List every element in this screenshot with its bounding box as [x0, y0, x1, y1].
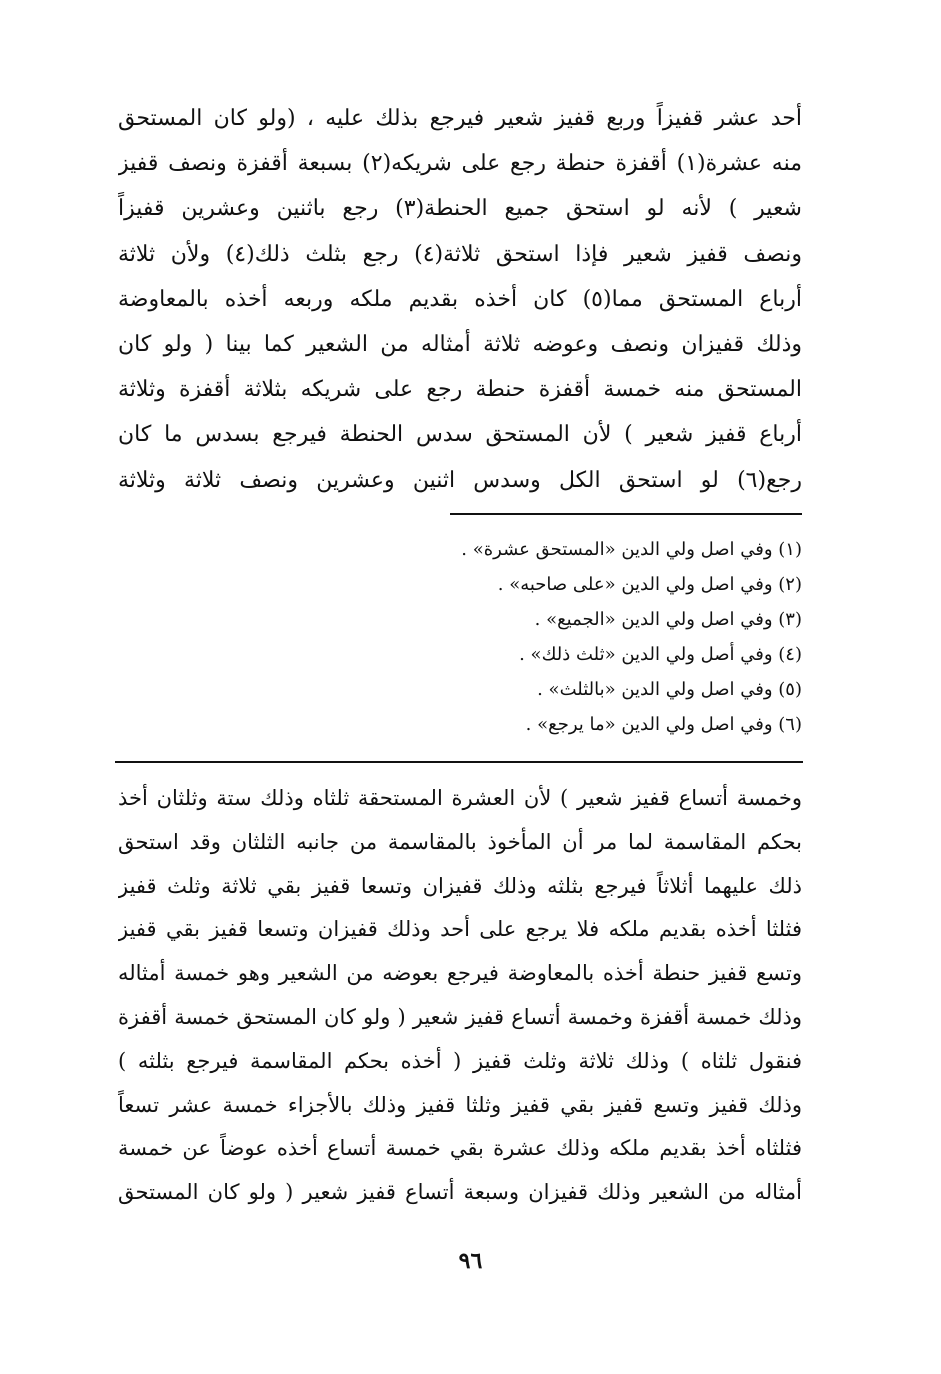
text-line: بحكم المقاسمة لما مر أن المأخوذ بالمقاسمة من جانبه الثلثان وقد استحق	[118, 829, 802, 854]
footnotes-block	[282, 532, 802, 742]
main-text-block	[118, 96, 802, 503]
text-line: رجع(٦) لو استحق الكل وسدس اثنين وعشرين ونصف ثلاثة وثلاثة	[118, 467, 802, 493]
text-line: وذلك خمسة أقفزة وخمسة أتساع قفيز شعير ( ولو كان المستحق خمسة أقفزة	[118, 1004, 802, 1029]
text-line: ونصف قفيز شعير فإذا استحق ثلاثة(٤) رجع بثلث ذلك(٤) ولأن ثلاثة	[118, 241, 802, 267]
text-line: أرباع قفيز شعير ) لأن المستحق سدس الحنطة فيرجع بسدس ما كان	[118, 422, 802, 448]
text-line: فثلثا أخذه بقديم ملكه فلا يرجع على أحد وذلك قفيزان وتسعا قفيز بقي قفيز	[118, 917, 802, 942]
footnote: (١) وفي اصل ولي الدين «المستحق عشرة» .	[461, 539, 802, 560]
text-line: أمثاله من الشعير وذلك قفيزان وسبعة أتساع قفيز شعير ( ولو كان المستحق	[118, 1180, 802, 1205]
footnote: (٥) وفي اصل ولي الدين «بالثلث» .	[537, 679, 802, 700]
text-line: المستحق منه خمسة أقفزة حنطة رجع على شريكه بثلاثة أقفزة وثلاثة	[118, 377, 802, 403]
text-line: فثلثاه أخذ بقديم ملكه وذلك عشرة بقي خمسة أتساع أخذه عوضاً عن خمسة	[118, 1136, 802, 1161]
section-separator	[115, 761, 803, 763]
footnote: (٣) وفي اصل ولي الدين «الجميع» .	[534, 609, 802, 630]
text-line: وخمسة أتساع قفيز شعير ) لأن العشرة المستحقة ثلثاه وذلك ستة وثلثان أخذ	[118, 786, 802, 810]
text-line: شعير ) لأنه لو استحق جميع الحنطة(٣) رجع باثنين وعشرين قفيزاً	[118, 196, 802, 222]
text-line: ذلك عليهما أثلاثاً فيرجع بثلثه وذلك قفيزان وتسعا قفيز بقي ثلاثة وثلث قفيز	[118, 873, 802, 898]
text-line: أحد عشر قفيزاً وربع قفيز شعير فيرجع بذلك عليه ، (ولو كان المستحق	[118, 106, 802, 131]
footnote: (٢) وفي اصل ولي الدين «على صاحبه» .	[497, 574, 802, 595]
text-line: وتسع قفيز حنطة أخذه بالمعاوضة فيرجع بعوضه من الشعير وهو خمسة أمثاله	[118, 961, 802, 986]
page-number: ٩٦	[458, 1248, 483, 1274]
text-line: أرباع المستحق مما(٥) كان أخذه بقديم ملكه وربعه أخذه بالمعاوضة	[118, 286, 802, 312]
continued-text-block	[118, 777, 802, 1215]
text-line: منه عشرة(١) أقفزة حنطة رجع على شريكه(٢) بسبعة أقفزة ونصف قفيز	[118, 151, 802, 177]
text-line: وذلك قفيزان ونصف وعوضه ثلاثة أمثاله من الشعير كما بينا ( ولو كان	[118, 331, 802, 357]
text-line: فنقول ثلثاه ) وذلك ثلاثة وثلث قفيز ( أخذه بحكم المقاسمة فيرجع بثلثه )	[118, 1048, 802, 1073]
text-line: وذلك قفيز وتسع قفيز بقي قفيز وثلثا قفيز وذلك بالأجزاء خمسة عشر تسعاً	[118, 1092, 802, 1117]
footnote: (٦) وفي اصل ولي الدين «ما يرجع» .	[525, 714, 802, 735]
footnote: (٤) وفي أصل ولي الدين «ثلث ذلك» .	[519, 644, 802, 665]
footnote-divider	[450, 513, 802, 515]
